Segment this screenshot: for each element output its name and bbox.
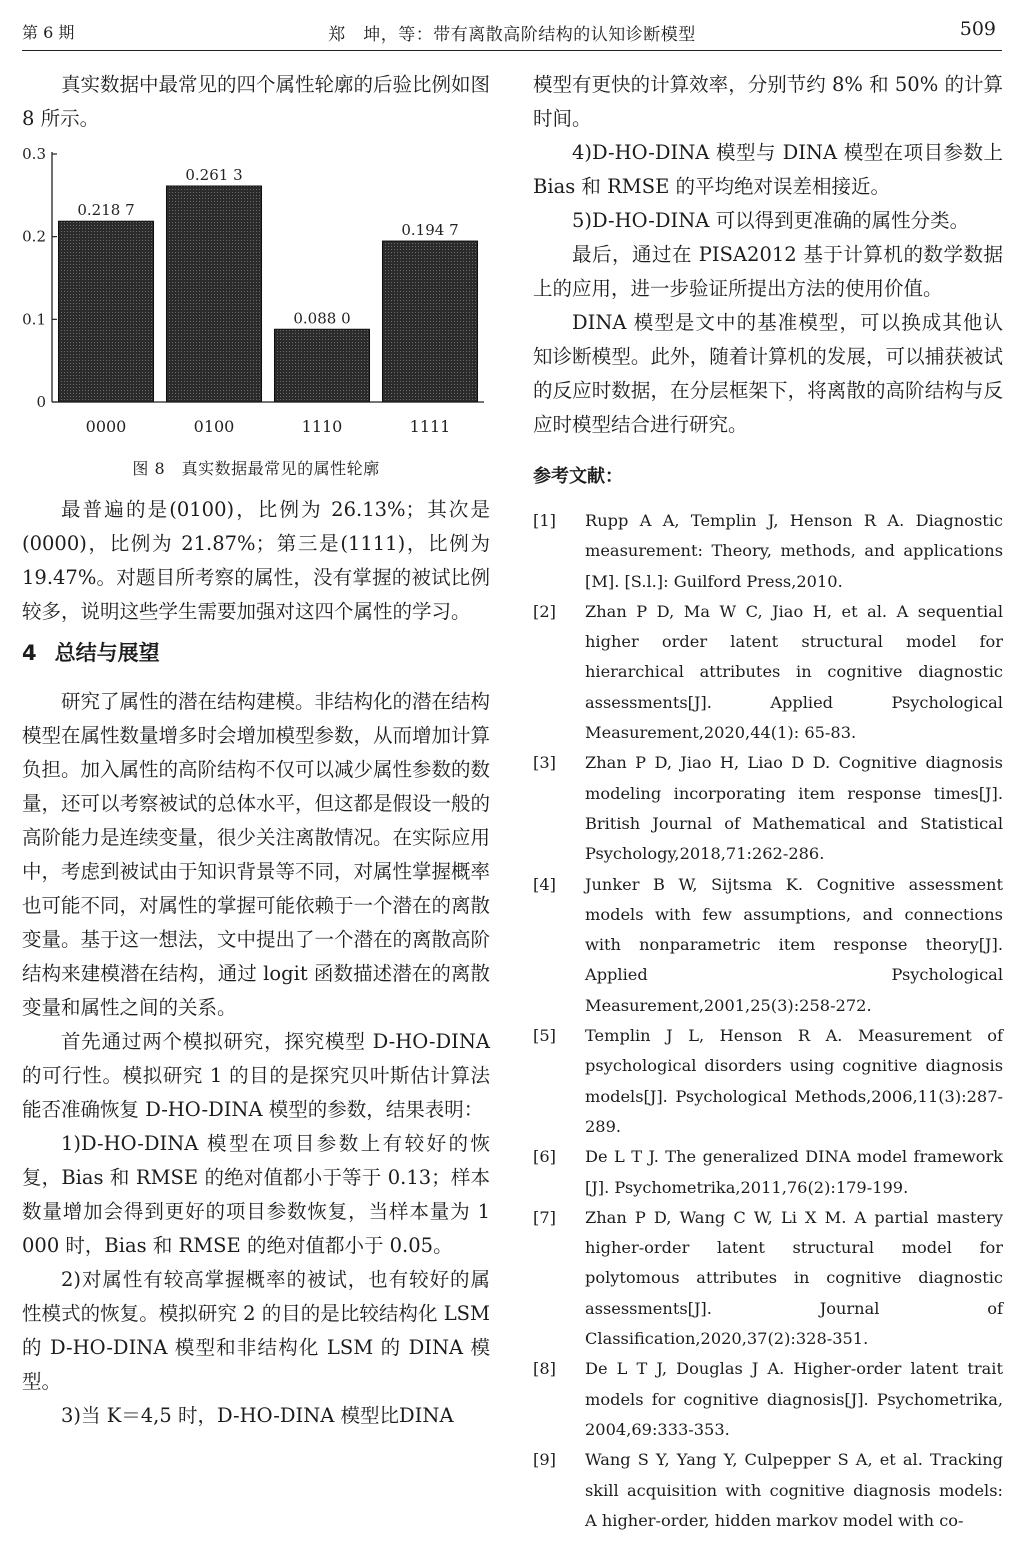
reference-item (533, 748, 1003, 869)
reference-text: Zhan P D, Jiao H, Liao D D. Cognitive diagnosis modeling incorporating item response times[J]. British Journal of Mathematical and Statistical Psychology,2018,71:262-286. (585, 753, 1003, 864)
reference-item (533, 597, 1003, 748)
reference-item (533, 506, 1003, 597)
result-item-1: 1)D-HO-DINA 模型在项目参数上有较好的恢复，Bias 和 RMSE 的绝对值都小于等于 0.13；样本数量增加会得到更好的项目参数恢复，当样本量为 1 000 时，Bias 和 RMSE 的绝对值都小于 0.05。 (22, 1132, 490, 1257)
reference-text: Templin J L, Henson R A. Measurement of psychological disorders using cognitive diagnosis models[J]. Psychological Methods,2006,11(3):287-289. (585, 1026, 1003, 1136)
reference-text: De L T J. The generalized DINA model framework [J]. Psychometrika,2011,76(2):179-199. (585, 1147, 1003, 1197)
page-number: 509 (959, 18, 996, 40)
bar-value-label: 0.261 3 (185, 165, 243, 184)
reference-item (533, 1445, 1003, 1536)
reference-text: Rupp A A, Templin J, Henson R A. Diagnostic measurement: Theory, methods, and applications [M]. [S.l.]: Guilford Press,2010. (585, 511, 1003, 591)
reference-number: [4] (533, 874, 556, 894)
figure-8 (22, 144, 490, 454)
issue-label: 第 6 期 (22, 23, 75, 42)
left-column (22, 68, 490, 1433)
reference-item (533, 1021, 1003, 1142)
future-work-paragraph: DINA 模型是文中的基准模型，可以换成其他认知诊断模型。此外，随着计算机的发展，可以捕获被试的反应时数据，在分层框架下，将离散的高阶结构与反应时模型结合进行研究。 (533, 311, 1003, 436)
y-tick-label: 0.3 (22, 145, 46, 163)
result-item-5: 5)D-HO-DINA 可以得到更准确的属性分类。 (572, 209, 970, 232)
x-tick-label: 1110 (301, 417, 343, 436)
reference-text: Zhan P D, Wang C W, Li X M. A partial mastery higher-order latent structural model for polytomous attributes in cognitive diagnostic assessments[J]. Journal of Classification,2020,37(2):328-351. (585, 1207, 1003, 1349)
bar-value-label: 0.194 7 (401, 221, 459, 240)
continued-paragraph: 模型有更快的计算效率，分别节约 8% 和 50% 的计算时间。 (533, 73, 1003, 130)
y-tick-label: 0.2 (22, 227, 46, 246)
bar (382, 241, 477, 402)
result-item-4: 4)D-HO-DINA 模型与 DINA 模型在项目参数上 Bias 和 RMSE 的平均绝对误差相接近。 (533, 141, 1003, 198)
reference-text: Wang S Y, Yang Y, Culpepper S A, et al. Tracking skill acquisition with cognitive diagnosis models: A higher-order, hidden markov model with co- (585, 1450, 1003, 1530)
y-tick-label: 0 (36, 393, 46, 411)
section-number: 4 (22, 641, 37, 665)
reference-item (533, 870, 1003, 1021)
bar (166, 186, 261, 402)
bar (58, 221, 153, 402)
reference-list (533, 506, 1003, 1536)
section-title: 总结与展望 (54, 641, 160, 665)
reference-text: Junker B W, Sijtsma K. Cognitive assessment models with few assumptions, and connections with nonparametric item response theory[J]. Applied Psychological Measurement,2001,25(3):258-272. (585, 874, 1003, 1015)
summary-paragraph-1: 研究了属性的潜在结构建模。非结构化的潜在结构模型在属性数量增多时会增加模型参数，从而增加计算负担。加入属性的高阶结构不仅可以减少属性参数的数量，还可以考察被试的总体水平，但这都是假设一般的高阶能力是连续变量，很少关注离散情况。在实际应用中，考虑到被试由于知识背景等不同，对属性掌握概率也可能不同，对属性的掌握可能依赖于一个潜在的离散变量。基于这一想法，文中提出了一个潜在的离散高阶结构来建模潜在结构，通过 logit 函数描述潜在的离散变量和属性之间的关系。 (22, 690, 491, 1019)
figure-intro-paragraph: 真实数据中最常见的四个属性轮廓的后验比例如图 8 所示。 (22, 73, 491, 130)
reference-number: [5] (533, 1026, 556, 1046)
running-header (22, 10, 1002, 51)
result-item-2: 2)对属性有较高掌握概率的被试，也有较好的属性模式的恢复。模拟研究 2 的目的是比较结构化 LSM 的 D-HO-DINA 模型和非结构化 LSM 的 DINA 模型。 (22, 1268, 490, 1393)
section-heading (22, 637, 490, 667)
application-paragraph: 最后，通过在 PISA2012 基于计算机的数学数据上的应用，进一步验证所提出方法的使用价值。 (533, 243, 1003, 300)
reference-item (533, 1203, 1003, 1354)
bar (274, 329, 369, 402)
reference-number: [6] (533, 1147, 556, 1167)
y-tick-label: 0.1 (22, 310, 46, 329)
reference-item (533, 1354, 1003, 1445)
reference-number: [9] (533, 1450, 556, 1470)
bar-chart (22, 144, 490, 454)
figure-caption: 图 8 真实数据最常见的属性轮廓 (132, 459, 380, 478)
bar-value-label: 0.218 7 (77, 201, 135, 220)
reference-text: De L T J, Douglas J A. Higher-order latent trait models for cognitive diagnosis[J]. Psychometrika, 2004,69:333-353. (585, 1359, 1003, 1439)
result-item-3: 3)当 K＝4,5 时，D-HO-DINA 模型比DINA (61, 1404, 454, 1427)
results-paragraph: 最普遍的是(0100)，比例为 26.13%；其次是(0000)，比例为 21.87%；第三是(1111)，比例为 19.47%。对题目所考察的属性，没有掌握的被试比例较多，说明这些学生需要加强对这四个属性的学习。 (22, 498, 490, 623)
reference-number: [1] (533, 511, 556, 530)
reference-number: [7] (533, 1207, 556, 1227)
header-title: 郑 坤，等：带有离散高阶结构的认知诊断模型 (328, 25, 696, 45)
reference-number: [2] (533, 601, 556, 621)
reference-item (533, 1142, 1003, 1203)
reference-text: Zhan P D, Ma W C, Jiao H, et al. A sequential higher order latent structural model for hierarchical attributes in cognitive diagnostic assessments[J]. Applied Psychological Measurement,2020,44(1): 65-83. (585, 601, 1003, 743)
bar-value-label: 0.088 0 (293, 309, 351, 328)
x-tick-label: 1111 (409, 417, 451, 436)
right-column (533, 68, 1003, 1536)
x-tick-label: 0100 (193, 417, 235, 436)
summary-paragraph-2: 首先通过两个模拟研究，探究模型 D-HO-DINA 的可行性。模拟研究 1 的目的是探究贝叶斯估计算法能否准确恢复 D-HO-DINA 模型的参数，结果表明： (22, 1030, 490, 1121)
reference-number: [3] (533, 753, 556, 773)
x-tick-label: 0000 (85, 417, 127, 436)
references-heading: 参考文献： (533, 466, 623, 487)
reference-number: [8] (533, 1359, 556, 1379)
